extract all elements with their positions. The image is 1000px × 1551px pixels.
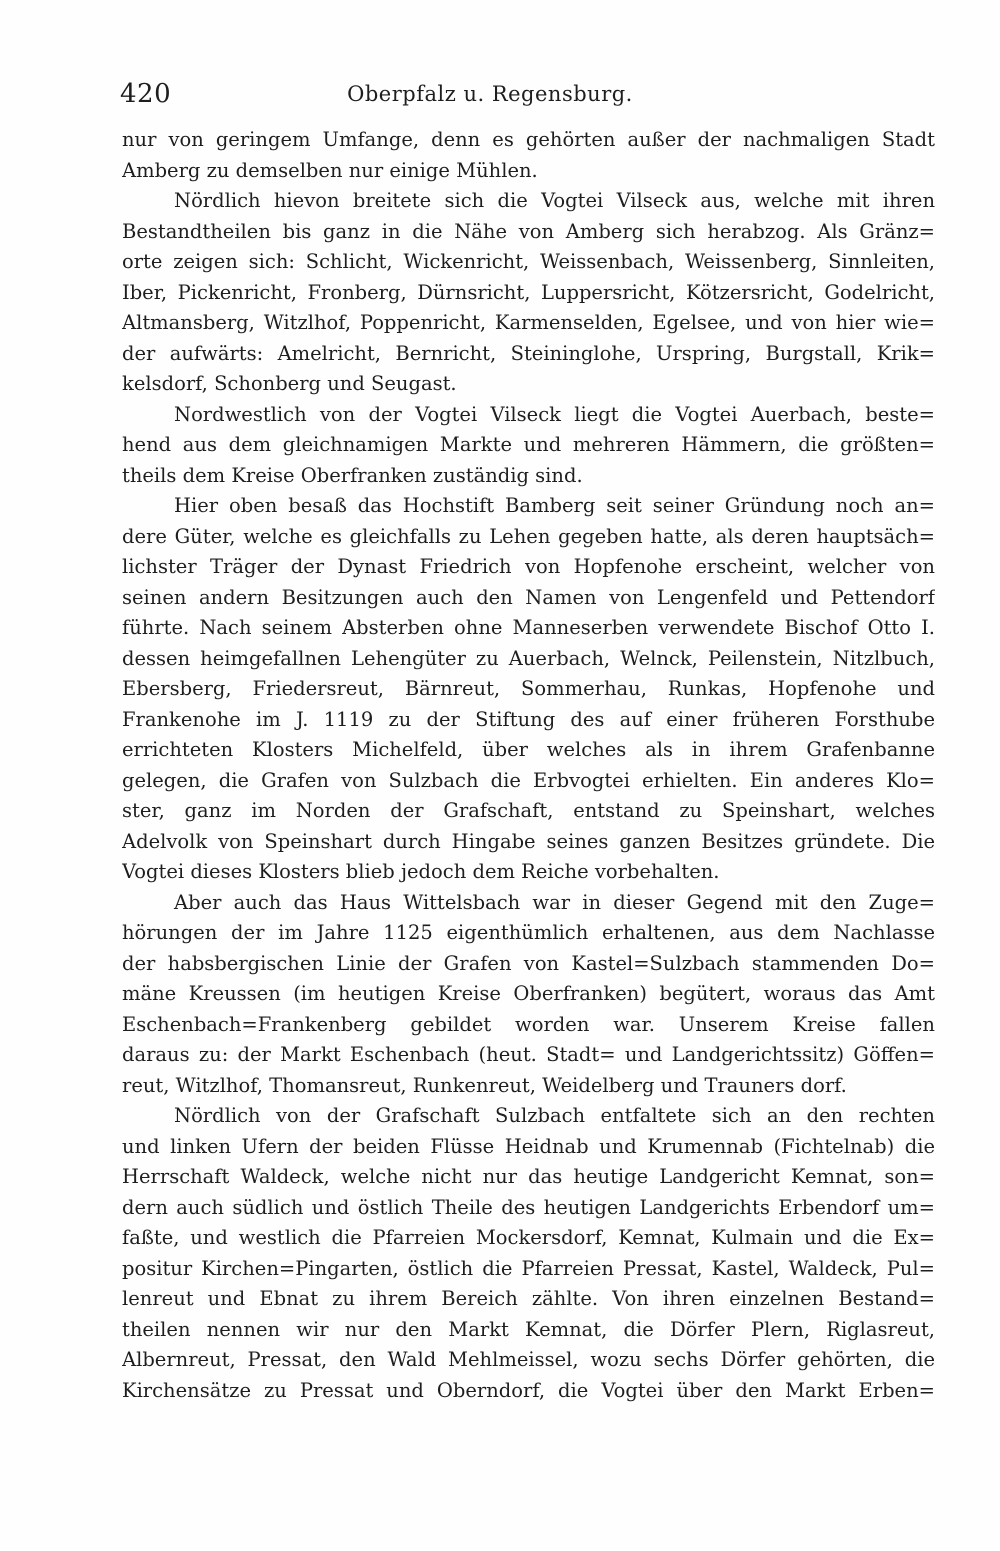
text-line: kelsdorf, Schonberg und Seugast.: [122, 372, 457, 395]
text-line: seinen andern Besitzungen auch den Namen von Lengenfeld und Pettendorf: [122, 585, 935, 609]
text-line: reut, Witzlhof, Thomansreut, Runkenreut, Weidelberg und Trauners dorf.: [122, 1073, 847, 1097]
page-number: 420: [120, 79, 172, 109]
text-line: Adelvolk von Speinshart durch Hingabe seines ganzen Besitzes gründete. Die: [122, 829, 935, 853]
body-text: [122, 125, 935, 1406]
text-line: Albernreut, Pressat, den Wald Mehlmeissel, wozu sechs Dörfer gehörten, die: [122, 1348, 935, 1371]
text-line: Amberg zu demselben nur einige Mühlen.: [122, 158, 538, 182]
text-line: ster, ganz im Norden der Grafschaft, entstand zu Speinshart, welches: [122, 799, 935, 822]
running-title: Oberpfalz u. Regensburg.: [347, 82, 633, 106]
text-line: nur von geringem Umfange, denn es gehörten außer der nachmaligen Stadt: [122, 128, 935, 151]
text-line: errichteten Klosters Michelfeld, über welches als in ihrem Grafenbanne: [122, 738, 935, 761]
text-line: der aufwärts: Amelricht, Bernricht, Steininglohe, Urspring, Burgstall, Krik=: [122, 341, 935, 365]
text-line: Bestandtheilen bis ganz in die Nähe von Amberg sich herabzog. Als Gränz=: [122, 219, 935, 243]
text-line: hörungen der im Jahre 1125 eigenthümlich erhaltenen, aus dem Nachlasse: [122, 921, 935, 944]
text-line: Iber, Pickenricht, Fronberg, Dürnsricht, Luppersricht, Kötzersricht, Godelricht,: [122, 280, 935, 304]
text-line: Aber auch das Haus Wittelsbach war in dieser Gegend mit den Zuge=: [174, 890, 935, 914]
text-line: hend aus dem gleichnamigen Markte und mehreren Hämmern, die größten=: [122, 433, 935, 456]
text-line: Hier oben besaß das Hochstift Bamberg seit seiner Gründung noch an=: [174, 494, 935, 517]
text-line: dern auch südlich und östlich Theile des heutigen Landgerichts Erbendorf um=: [122, 1195, 935, 1219]
text-line: Herrschaft Waldeck, welche nicht nur das heutige Landgericht Kemnat, son=: [122, 1165, 935, 1188]
text-line: und linken Ufern der beiden Flüsse Heidnab und Krumennab (Fichtelnab) die: [122, 1134, 935, 1158]
page-header: [120, 74, 935, 114]
text-line: theilen nennen wir nur den Markt Kemnat, die Dörfer Plern, Riglasreut,: [122, 1317, 935, 1341]
text-line: dessen heimgefallnen Lehengüter zu Auerbach, Welnck, Peilenstein, Nitzlbuch,: [122, 646, 935, 670]
text-line: Kirchensätze zu Pressat und Oberndorf, die Vogtei über den Markt Erben=: [122, 1378, 935, 1402]
text-line: Nördlich von der Grafschaft Sulzbach entfaltete sich an den rechten: [174, 1104, 935, 1127]
text-line: lenreut und Ebnat zu ihrem Bereich zählte. Von ihren einzelnen Bestand=: [122, 1287, 935, 1310]
text-line: faßte, und westlich die Pfarreien Mockersdorf, Kemnat, Kulmain und die Ex=: [122, 1226, 935, 1249]
text-line: orte zeigen sich: Schlicht, Wickenricht, Weissenbach, Weissenberg, Sinnleiten,: [122, 250, 935, 273]
text-line: Eschenbach=Frankenberg gebildet worden war. Unserem Kreise fallen: [122, 1012, 935, 1036]
text-line: positur Kirchen=Pingarten, östlich die Pfarreien Pressat, Kastel, Waldeck, Pul=: [122, 1256, 935, 1280]
text-line: daraus zu: der Markt Eschenbach (heut. Stadt= und Landgerichtssitz) Göffen=: [122, 1043, 935, 1066]
text-line: der habsbergischen Linie der Grafen von Kastel=Sulzbach stammenden Do=: [122, 951, 935, 975]
text-line: mäne Kreussen (im heutigen Kreise Oberfranken) begütert, woraus das Amt: [122, 982, 935, 1005]
text-line: Altmansberg, Witzlhof, Poppenricht, Karmenselden, Egelsee, und von hier wie=: [122, 311, 935, 334]
text-line: Nordwestlich von der Vogtei Vilseck liegt die Vogtei Auerbach, beste=: [174, 402, 935, 426]
text-line: lichster Träger der Dynast Friedrich von Hopfenohe erscheint, welcher von: [122, 555, 935, 578]
text-line: theils dem Kreise Oberfranken zuständig sind.: [122, 463, 583, 487]
text-line: dere Güter, welche es gleichfalls zu Lehen gegeben hatte, als deren hauptsäch=: [122, 524, 935, 548]
text-line: Vogtei dieses Klosters blieb jedoch dem Reiche vorbehalten.: [122, 860, 720, 883]
text-line: Ebersberg, Friedersreut, Bärnreut, Sommerhau, Runkas, Hopfenohe und: [122, 677, 935, 700]
text-line: Frankenohe im J. 1119 zu der Stiftung des auf einer früheren Forsthube: [122, 707, 935, 731]
text-line: gelegen, die Grafen von Sulzbach die Erbvogtei erhielten. Ein anderes Klo=: [122, 768, 935, 792]
text-line: Nördlich hievon breitete sich die Vogtei Vilseck aus, welche mit ihren: [174, 189, 935, 212]
text-line: führte. Nach seinem Absterben ohne Manneserben verwendete Bischof Otto I.: [122, 616, 935, 639]
